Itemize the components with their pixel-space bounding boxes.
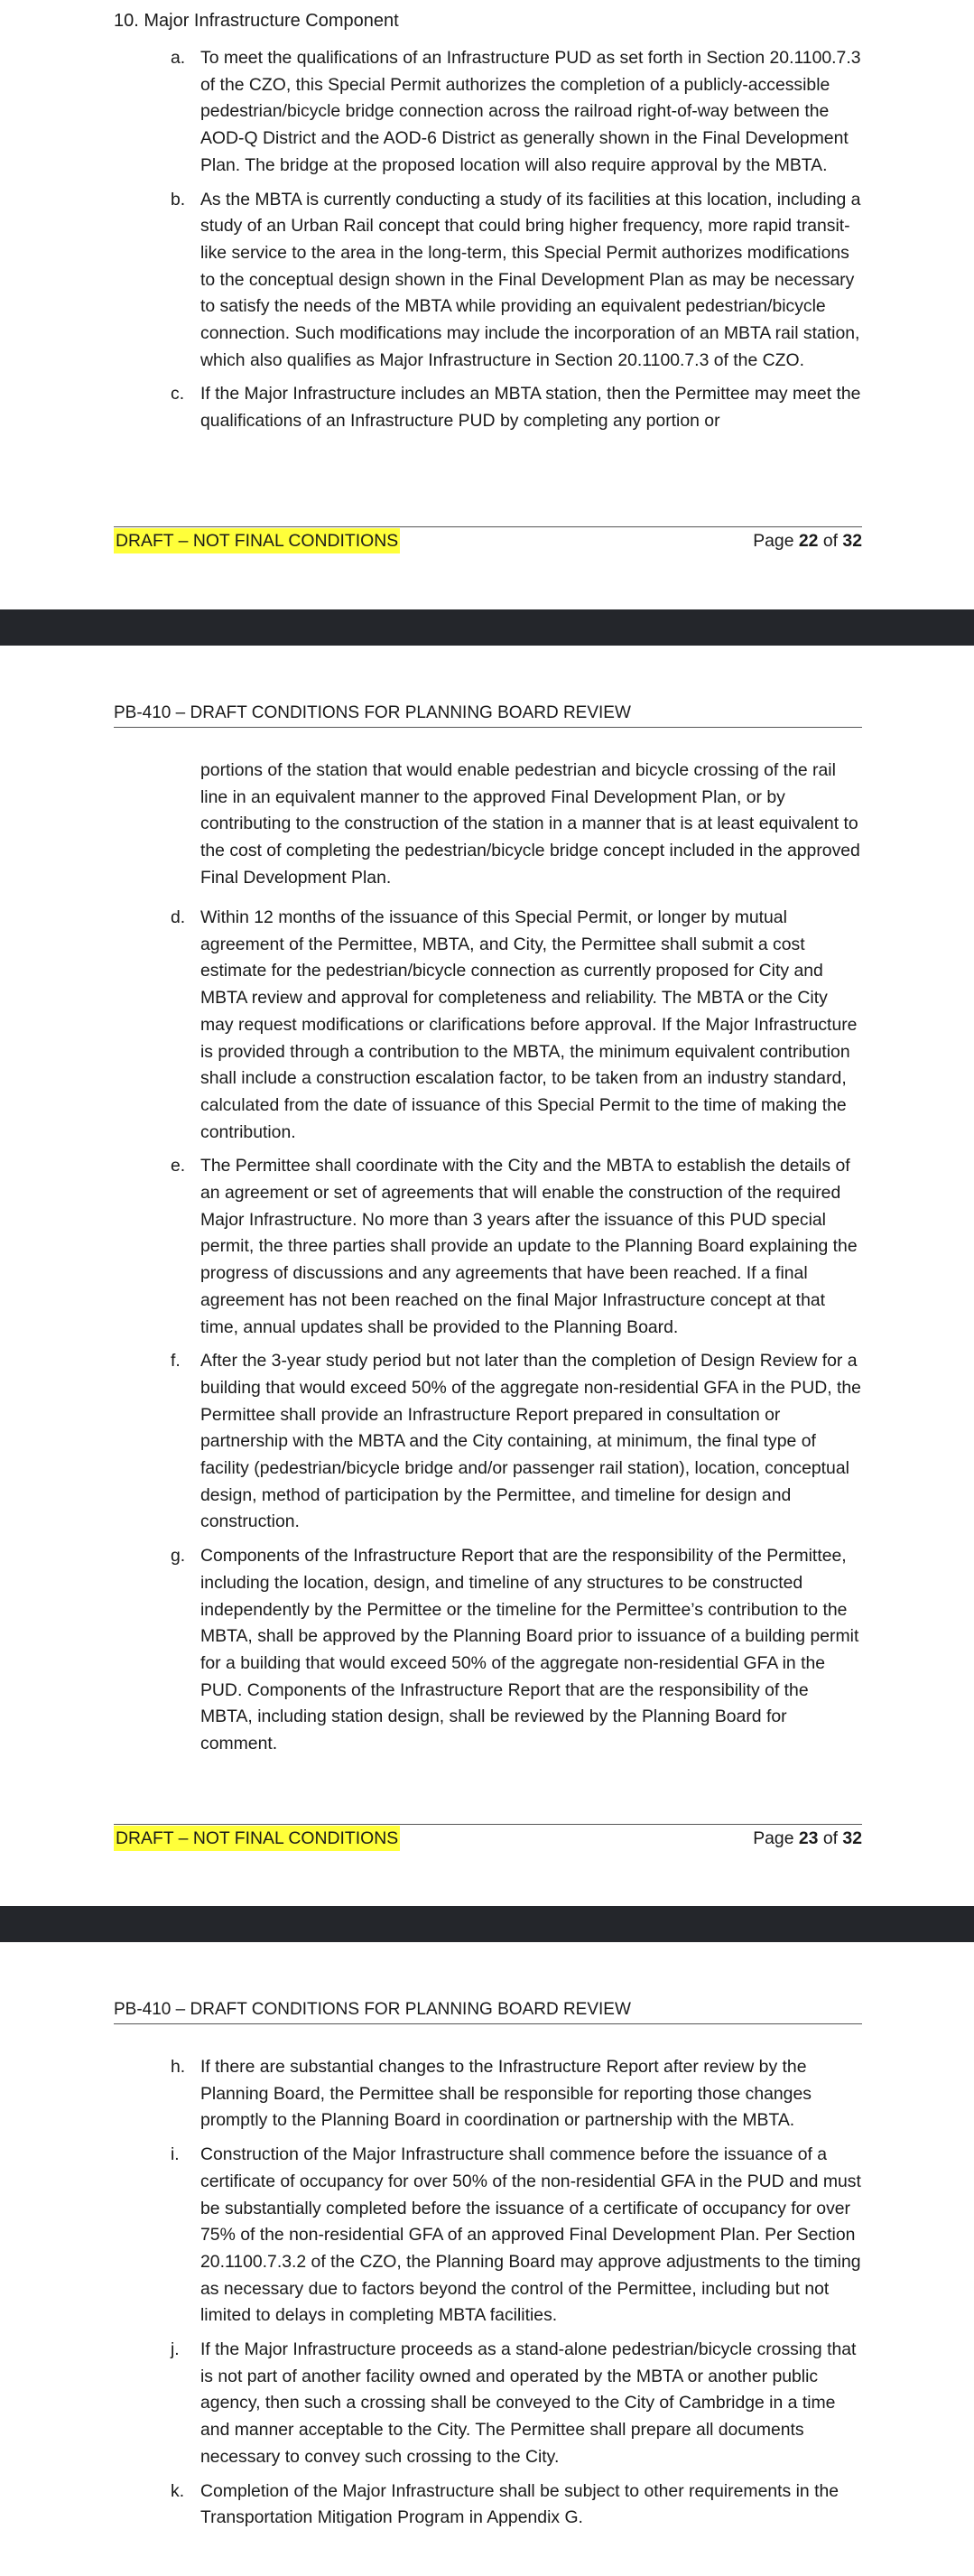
list-item-c [0, 381, 974, 434]
list-item-text: Completion of the Major Infrastructure shall be subject to other requirements in the Transportation Mitigation Program in Appendix G. [200, 2480, 839, 2528]
list-marker: c. [171, 384, 185, 405]
page-number: Page 22 of 32 [753, 531, 862, 551]
list-item-f [0, 1348, 974, 1536]
section-heading: 10. Major Infrastructure Component [114, 11, 399, 31]
running-header: PB-410 – DRAFT CONDITIONS FOR PLANNING BOARD REVIEW [114, 702, 862, 728]
list-item-text: The Permittee shall coordinate with the City and the MBTA to establish the details of an agreement or set of agreements that will enable the construction of the required Major Infrastructure. No more than 3 years after the issuance of this PUD special permit, the three parties shall provide an update to the Planning Board explaining the progress of discussions and any agreements that have been reached. If a final agreement has not been reached on the final Major Infrastructure concept at that time, annual updates shall be provided to the Planning Board. [200, 1156, 858, 1337]
page-footer [114, 1824, 862, 1852]
list-item-text: As the MBTA is currently conducting a study of its facilities at this location, including a study of an Urban Rail concept that could bring higher frequency, more rapid transit-like service to the area in the long-term, this Special Permit authorizes modifications to the conceptual design shown in the Final Development Plan as may be necessary to satisfy the needs of the MBTA while providing an equivalent pedestrian/bicycle connection. Such modifications may include the incorporation of an MBTA rail station, which also qualifies as Major Infrastructure in Section 20.1100.7.3 of the CZO. [200, 189, 861, 370]
list-marker: e. [171, 1156, 186, 1176]
conditions-list [0, 905, 974, 1765]
list-item-a [0, 45, 974, 180]
list-marker: d. [171, 907, 186, 927]
list-item-text: After the 3-year study period but not later than the completion of Design Review for a building that would exceed 50% of the aggregate non-residential GFA in the PUD, the Permittee shall provide an Infrastructure Report prepared in consultation or partnership with the MBTA and the City containing, at minimum, the final type of facility (pedestrian/bicycle bridge and/or passenger rail station), location, conceptual design, method of participation by the Permittee, and timeline for design and construction. [200, 1351, 861, 1532]
list-marker: i. [171, 2144, 180, 2165]
list-item-d [0, 905, 974, 1146]
document-page-22 [0, 0, 974, 609]
list-marker: j. [171, 2339, 180, 2360]
list-item-i [0, 2142, 974, 2330]
list-item-text: To meet the qualifications of an Infrastructure PUD as set forth in Section 20.1100.7.3 of the CZO, this Special Permit authorizes the completion of a publicly-accessible pedestrian/bicycle bridge connection across the railroad right-of-way between the AOD-Q District and the AOD-6 District as generally shown in the Final Development Plan. The bridge at the proposed location will also require approval by the MBTA. [200, 48, 861, 175]
page-number: Page 23 of 32 [753, 1828, 862, 1848]
list-item-g [0, 1543, 974, 1758]
list-item-h [0, 2054, 974, 2134]
list-item-text: Construction of the Major Infrastructure shall commence before the issuance of a certificate of occupancy for over 50% of the non-residential GFA in the PUD and must be substantially completed before the issuance of a certificate of occupancy for over 75% of the non-residential GFA of an approved Final Development Plan. Per Section 20.1100.7.3.2 of the CZO, the Planning Board may approve adjustments to the timing as necessary due to factors beyond the control of the Permittee, including but not limited to delays in completing MBTA facilities. [200, 2144, 861, 2326]
list-marker: k. [171, 2480, 185, 2501]
list-item-k [0, 2478, 974, 2532]
running-header: PB-410 – DRAFT CONDITIONS FOR PLANNING BOARD REVIEW [114, 1998, 862, 2024]
page-footer [114, 526, 862, 554]
list-marker: h. [171, 2057, 186, 2077]
list-item-b [0, 187, 974, 375]
list-item-j [0, 2337, 974, 2471]
continuation-paragraph: portions of the station that would enable pedestrian and bicycle crossing of the rail line in an equivalent manner to the approved Final Development Plan, or by contributing to the construction of the station in a manner that is at least equivalent to the cost of completing the pedestrian/bicycle bridge concept included in the approved Final Development Plan. [200, 760, 860, 888]
conditions-list [0, 45, 974, 442]
list-marker: b. [171, 189, 186, 209]
document-page-23 [0, 646, 974, 1906]
draft-label: DRAFT – NOT FINAL CONDITIONS [114, 528, 400, 553]
list-item-text: If the Major Infrastructure proceeds as a stand-alone pedestrian/bicycle crossing that is not part of another facility owned and operated by the MBTA or another public agency, then such a crossing shall be conveyed to the City of Cambridge in a time and manner acceptable to the City. The Permittee shall prepare all documents necessary to convey such crossing to the City. [200, 2339, 857, 2467]
conditions-list [0, 2054, 974, 2539]
draft-label: DRAFT – NOT FINAL CONDITIONS [114, 1826, 400, 1851]
list-marker: f. [171, 1351, 181, 1372]
list-marker: a. [171, 48, 186, 68]
list-marker: g. [171, 1546, 186, 1567]
list-item-text: If the Major Infrastructure includes an MBTA station, then the Permittee may meet the qualifications of an Infrastructure PUD by completing any portion or [200, 384, 861, 432]
list-item-text: Components of the Infrastructure Report that are the responsibility of the Permittee, including the location, design, and timeline of any structures to be constructed independently by the Permittee or the timeline for the Permittee’s contribution to the MBTA, shall be approved by the Planning Board prior to issuance of a building permit for a building that would exceed 50% of the aggregate non-residential GFA in the PUD. Components of the Infrastructure Report that are the responsibility of the MBTA, including station design, shall be reviewed by the Planning Board for comment. [200, 1546, 859, 1754]
document-page-24 [0, 1942, 974, 2576]
list-item-text: Within 12 months of the issuance of this Special Permit, or longer by mutual agreement of the Permittee, MBTA, and City, the Permittee shall submit a cost estimate for the pedestrian/bicycle connection as currently proposed for City and MBTA review and approval for completeness and reliability. The MBTA or the City may request modifications or clarifications before approval. If the Major Infrastructure is provided through a contribution to the MBTA, the minimum equivalent contribution shall include a construction escalation factor, to be taken from an industry standard, calculated from the date of issuance of this Special Permit to the time of making the contribution. [200, 907, 858, 1142]
list-item-e [0, 1153, 974, 1341]
list-item-text: If there are substantial changes to the Infrastructure Report after review by the Planning Board, the Permittee shall be responsible for reporting those changes promptly to the Planning Board in coordination or partnership with the MBTA. [200, 2057, 812, 2131]
page-separator [0, 1906, 974, 1942]
page-separator [0, 609, 974, 646]
